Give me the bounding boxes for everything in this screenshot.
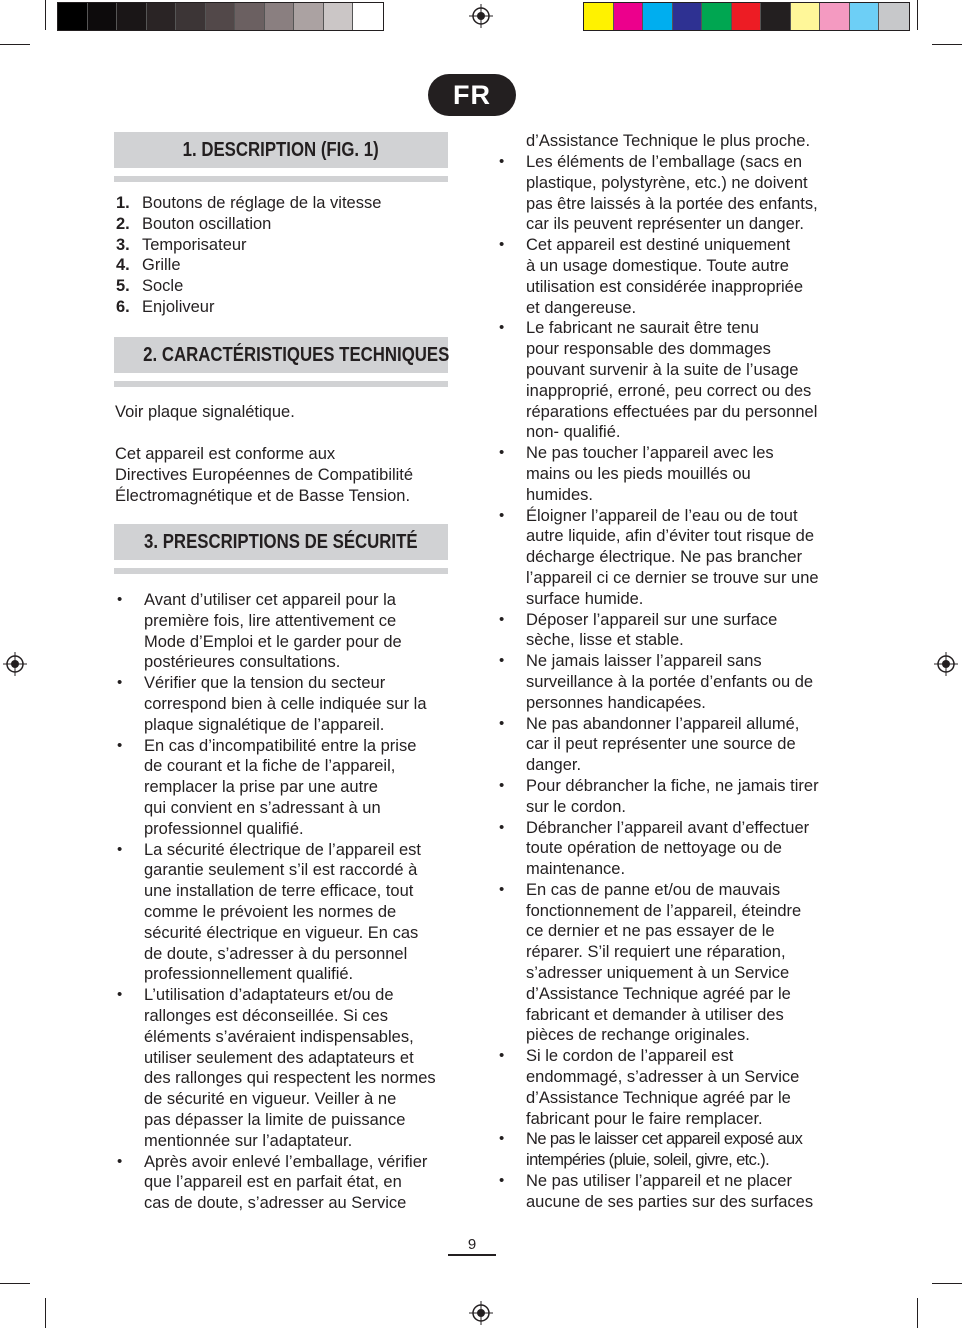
list-item bbox=[499, 651, 841, 713]
list-item bbox=[117, 1152, 454, 1214]
list-item bbox=[499, 1129, 841, 1171]
bullet-text: En cas de panne et/ou de mauvais fonctionnement de l’appareil, éteindre ce dernier et ne pas essayer de le réparer. S’il requiert une réparation, s’adresser uniquement à un Service d’Assistance Technique agréé par le fabricant et demander à utiliser des pièces de rechange originales. bbox=[526, 880, 802, 1045]
bullet-text: En cas d’incompatibilité entre la prise de courant et la fiche de l’appareil, remplacer la prise par une autre qui convient en s’adressant à un professionnel qualifié. bbox=[144, 736, 417, 838]
crop-mark bbox=[932, 1283, 962, 1284]
bullet-icon: • bbox=[499, 610, 505, 628]
safety-list-right bbox=[499, 152, 841, 1213]
color-swatch bbox=[294, 3, 324, 30]
list-item bbox=[116, 276, 381, 297]
section-heading-specs: 2. CARACTÉRISTIQUES TECHNIQUES bbox=[114, 337, 448, 373]
color-swatch bbox=[324, 3, 354, 30]
list-item bbox=[499, 1046, 841, 1129]
item-label: Boutons de réglage de la vitesse bbox=[142, 194, 382, 212]
bullet-text: Les éléments de l’emballage (sacs en plastique, polystyrène, etc.) ne doivent pas être laissés à la portée des enfants, car ils peuvent représenter un danger. bbox=[526, 153, 818, 234]
color-swatch bbox=[584, 3, 614, 30]
color-swatch bbox=[614, 3, 644, 30]
item-label: Socle bbox=[142, 277, 184, 296]
bullet-icon: • bbox=[499, 444, 505, 462]
continued-text: d’Assistance Technique le plus proche. bbox=[526, 132, 811, 150]
list-item bbox=[116, 235, 381, 256]
color-swatch bbox=[117, 3, 147, 30]
list-item bbox=[117, 590, 454, 673]
color-swatch bbox=[353, 3, 383, 30]
color-swatch bbox=[879, 3, 909, 30]
bullet-text: L’utilisation d’adaptateurs et/ou de rallonges est déconseillée. Si ces éléments s’avéraient indispensables, utiliser seulement des adaptateurs et des rallonges qui respectent les normes de sécurité en vigueur. Veiller à ne pas dépasser la limite de puissance mentionnée sur l’adaptateur. bbox=[144, 986, 436, 1150]
bullet-icon: • bbox=[117, 986, 123, 1004]
crop-mark bbox=[917, 1298, 918, 1328]
bullet-icon: • bbox=[499, 776, 505, 794]
bullet-text: Débrancher l’appareil avant d’effectuer toute opération de nettoyage ou de maintenance. bbox=[526, 818, 810, 879]
list-item bbox=[499, 152, 841, 235]
grayscale-color-bar bbox=[57, 2, 384, 31]
list-item bbox=[116, 193, 381, 214]
list-item bbox=[499, 818, 841, 880]
crop-mark bbox=[932, 44, 962, 45]
bullet-text: Vérifier que la tension du secteur correspond bien à celle indiquée sur la plaque signalétique de l’appareil. bbox=[144, 674, 427, 734]
item-label: Grille bbox=[142, 256, 181, 275]
crop-mark bbox=[45, 1298, 46, 1328]
list-item bbox=[499, 506, 841, 610]
bullet-text: Ne pas abandonner l’appareil allumé, car il peut représenter une source de danger. bbox=[526, 714, 800, 775]
page-number-rule bbox=[448, 1254, 496, 1256]
bullet-text: La sécurité électrique de l’appareil est garantie seulement s’il est raccordé à une installation de terre efficace, tout comme le prévoient les normes de sécurité électrique en vigueur. En cas de doute, s’adresser à du personnel professionnellement qualifié. bbox=[144, 840, 421, 984]
crop-mark bbox=[45, 0, 46, 30]
bullet-text: Ne jamais laisser l’appareil sans surveillance à la portée d’enfants ou de personnes handicapées. bbox=[526, 652, 814, 712]
bullet-icon: • bbox=[499, 153, 505, 170]
item-label: Enjoliveur bbox=[142, 297, 215, 316]
parts-list bbox=[116, 193, 381, 318]
list-item bbox=[499, 1171, 841, 1213]
color-swatch bbox=[88, 3, 118, 30]
bullet-text: Avant d’utiliser cet appareil pour la première fois, lire attentivement ce Mode d’Emploi et le garder pour de postérieures consultations. bbox=[144, 591, 402, 672]
color-swatch bbox=[176, 3, 206, 30]
list-item bbox=[499, 776, 841, 818]
bullet-icon: • bbox=[499, 1130, 505, 1148]
color-swatch bbox=[58, 3, 88, 30]
section-heading-description: 1. DESCRIPTION (FIG. 1) bbox=[114, 132, 448, 168]
color-swatch bbox=[850, 3, 880, 30]
bullet-text: Le fabricant ne saurait être tenu pour responsable des dommages pouvant survenir à la suite de l’usage inapproprié, erroné, peu correct ou des réparations effectuées par du personnel non- qualifié. bbox=[526, 319, 818, 442]
bullet-icon: • bbox=[499, 1172, 505, 1190]
item-number: 6. bbox=[116, 297, 130, 316]
spec-plate-text: Voir plaque signalétique. bbox=[115, 403, 295, 421]
bullet-text: Si le cordon de l’appareil est endommagé, s’adresser à un Service d’Assistance Technique agréé par le fabricant pour le faire remplacer. bbox=[526, 1047, 800, 1128]
heading-rule bbox=[114, 176, 448, 182]
bullet-icon: • bbox=[117, 840, 123, 858]
list-item bbox=[499, 318, 841, 443]
bullet-icon: • bbox=[117, 674, 123, 692]
bullet-icon: • bbox=[499, 319, 505, 337]
registration-mark-icon bbox=[469, 4, 493, 28]
list-item bbox=[116, 297, 381, 318]
bullet-icon: • bbox=[499, 1047, 505, 1065]
bullet-icon: • bbox=[117, 736, 123, 754]
cmyk-color-bar bbox=[583, 2, 910, 31]
item-label: Temporisateur bbox=[142, 235, 247, 254]
bullet-text: Ne pas le laisser cet appareil exposé aux intempéries (pluie, soleil, givre, etc.). bbox=[526, 1130, 803, 1170]
bullet-text: Après avoir enlevé l’emballage, vérifier que l’appareil est en parfait état, en cas de doute, s’adresser au Service bbox=[144, 1152, 428, 1213]
bullet-icon: • bbox=[117, 1152, 123, 1170]
item-number: 2. bbox=[116, 214, 130, 233]
item-number: 1. bbox=[116, 194, 130, 212]
bullet-text: Ne pas toucher l’appareil avec les mains ou les pieds mouillés ou humides. bbox=[526, 444, 774, 504]
heading-rule bbox=[114, 568, 448, 574]
list-item bbox=[117, 985, 454, 1151]
list-item bbox=[499, 235, 841, 318]
color-swatch bbox=[673, 3, 703, 30]
bullet-text: Éloigner l’appareil de l’eau ou de tout autre liquide, afin d’éviter tout risque de décharge électrique. Ne pas brancher l’appareil ci ce dernier se trouve sur une surface humide. bbox=[526, 506, 819, 608]
color-swatch bbox=[791, 3, 821, 30]
color-swatch bbox=[820, 3, 850, 30]
color-swatch bbox=[732, 3, 762, 30]
bullet-text: Cet appareil est destiné uniquement à un usage domestique. Toute autre utilisation est considérée inappropriée et dangereuse. bbox=[526, 236, 804, 317]
bullet-icon: • bbox=[499, 880, 505, 898]
registration-mark-icon bbox=[3, 652, 27, 676]
bullet-text: Pour débrancher la fiche, ne jamais tirer sur le cordon. bbox=[526, 776, 819, 816]
list-item bbox=[499, 610, 841, 652]
list-item bbox=[499, 880, 841, 1046]
list-item bbox=[117, 673, 454, 735]
crop-mark bbox=[917, 0, 918, 30]
section-heading-safety: 3. PRESCRIPTIONS DE SÉCURITÉ bbox=[114, 524, 448, 560]
list-item bbox=[499, 443, 841, 505]
color-swatch bbox=[235, 3, 265, 30]
crop-mark bbox=[0, 1283, 30, 1284]
safety-list-left bbox=[117, 590, 454, 1214]
list-item bbox=[499, 714, 841, 776]
registration-mark-icon bbox=[934, 652, 958, 676]
color-swatch bbox=[265, 3, 295, 30]
conformity-text: Cet appareil est conforme aux Directives Européennes de Compatibilité Électromagnétique et de Basse Tension. bbox=[115, 445, 414, 505]
color-swatch bbox=[147, 3, 177, 30]
crop-mark bbox=[0, 44, 30, 45]
bullet-text: Déposer l’appareil sur une surface sèche, lisse et stable. bbox=[526, 610, 778, 650]
bullet-icon: • bbox=[499, 714, 505, 732]
bullet-text: Ne pas utiliser l’appareil et ne placer aucune de ses parties sur des surfaces bbox=[526, 1172, 814, 1211]
list-item bbox=[117, 736, 454, 840]
bullet-icon: • bbox=[499, 818, 505, 836]
registration-mark-icon bbox=[469, 1301, 493, 1325]
bullet-icon: • bbox=[499, 652, 505, 670]
color-swatch bbox=[702, 3, 732, 30]
color-swatch bbox=[206, 3, 236, 30]
language-badge: FR bbox=[428, 74, 516, 116]
bullet-icon: • bbox=[499, 506, 505, 524]
heading-rule bbox=[114, 381, 448, 387]
page-number: 9 bbox=[467, 1236, 477, 1253]
item-number: 5. bbox=[116, 277, 130, 296]
list-item bbox=[116, 214, 381, 235]
color-swatch bbox=[643, 3, 673, 30]
item-label: Bouton oscillation bbox=[142, 214, 272, 233]
bullet-icon: • bbox=[499, 236, 505, 254]
color-swatch bbox=[761, 3, 791, 30]
list-item bbox=[116, 255, 381, 276]
item-number: 3. bbox=[116, 235, 130, 254]
item-number: 4. bbox=[116, 256, 130, 275]
list-item bbox=[117, 840, 454, 986]
bullet-icon: • bbox=[117, 591, 123, 608]
